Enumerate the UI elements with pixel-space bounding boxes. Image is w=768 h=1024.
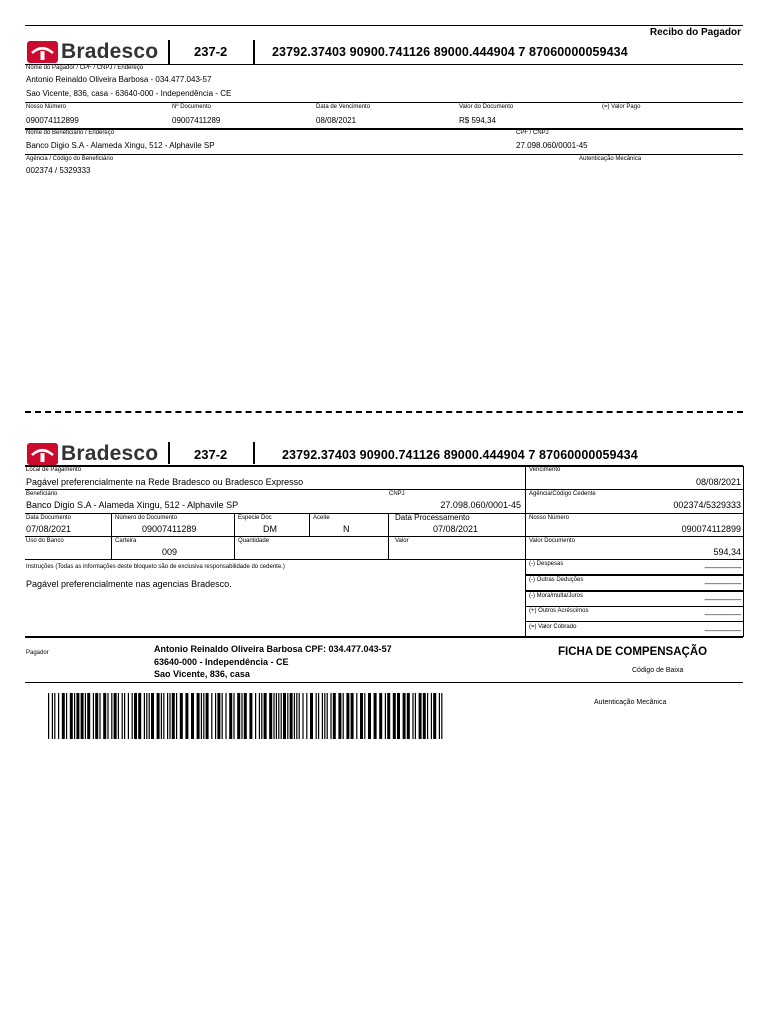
nosso-numero: 090074112899 <box>681 524 741 534</box>
vencimento: 08/08/2021 <box>316 116 357 125</box>
barcode-bar <box>330 693 331 739</box>
barcode-bar <box>427 693 428 739</box>
nosso-numero-label: Nosso Número <box>529 515 570 521</box>
pagador-label: Pagador <box>26 650 49 656</box>
barcode-bar <box>81 693 84 739</box>
barcode-bar <box>167 693 168 739</box>
barcode-bar <box>66 693 67 739</box>
payer-label: Nome do Pagador / CPF / CNPJ / Endereço <box>26 65 144 71</box>
barcode-bar <box>197 693 200 739</box>
bank-name: Bradesco <box>61 442 159 465</box>
barcode-bar <box>249 693 252 739</box>
data-doc: 07/08/2021 <box>26 524 72 534</box>
barcode-bar <box>76 693 79 739</box>
cut-line <box>25 411 743 413</box>
barcode-bar <box>318 693 319 739</box>
barcode-bar <box>403 693 406 739</box>
especie-doc-label: Especie Doc <box>238 515 272 521</box>
barcode-bar <box>163 693 164 739</box>
barcode-bar <box>346 693 349 739</box>
barcode-bar <box>412 693 413 739</box>
barcode-bar <box>157 693 160 739</box>
barcode-bar <box>387 693 390 739</box>
aceite: N <box>343 524 350 534</box>
barcode-bar <box>52 693 53 739</box>
valor: R$ 594,34 <box>459 116 496 125</box>
barcode-bar <box>149 693 150 739</box>
data-proc: 07/08/2021 <box>433 524 479 534</box>
valor-pago-label: (=) Valor Pago <box>602 104 641 110</box>
quantidade-label: Quantidade <box>238 538 270 544</box>
barcode-bar <box>273 693 274 739</box>
barcode-bar <box>132 693 133 739</box>
num-doc: 09007411289 <box>142 524 197 534</box>
cnpj: 27.098.060/0001-45 <box>516 141 588 150</box>
barcode-bar <box>385 693 386 739</box>
payer-line2: Sao Vicente, 836, casa - 63640-000 - Independência - CE <box>26 89 232 98</box>
barcode-bar <box>114 693 117 739</box>
barcode-bar <box>225 693 226 739</box>
barcode-bar <box>215 693 216 739</box>
agencia-label: Agência/Código Cedente <box>529 491 596 497</box>
barcode-bar <box>322 693 323 739</box>
bradesco-tree-icon <box>27 41 58 63</box>
barcode-bar <box>211 693 212 739</box>
barcode-bar <box>138 693 141 739</box>
vencimento-label: Vencimento <box>529 467 561 473</box>
barcode-bar <box>87 693 90 739</box>
barcode-bar <box>237 693 240 739</box>
barcode-bar <box>203 693 204 739</box>
bank-code: 237-2 <box>194 44 228 59</box>
data-doc-label: Data Documento <box>26 515 72 521</box>
instrucoes: Pagável preferencialmente nas agencias Bradesco. <box>26 579 232 589</box>
bradesco-logo <box>27 40 158 64</box>
codigo-baixa-label: Código de Baixa <box>632 667 684 674</box>
outros-acrescimos-value: -------------------- <box>704 612 741 619</box>
barcode-bar <box>241 693 242 739</box>
barcode-bar <box>281 693 282 739</box>
outras-deducoes-label: (-) Outras Deduções <box>529 577 584 583</box>
barcode-bar <box>111 693 112 739</box>
barcode-bar <box>99 693 100 739</box>
barcode-bar <box>356 693 357 739</box>
barcode-bar <box>146 693 147 739</box>
barcode-bar <box>287 693 288 739</box>
barcode-bar <box>441 693 442 739</box>
barcode-bar <box>217 693 220 739</box>
mora-label: (-) Mora/multa/Juros <box>529 593 584 599</box>
outros-acrescimos-label: (+) Outros Acréscimos <box>529 608 589 614</box>
barcode-bar <box>124 693 125 739</box>
barcode-bar <box>393 693 396 739</box>
nosso-numero-label: Nosso Número <box>26 104 67 110</box>
barcode-bar <box>327 693 328 739</box>
barcode-bar <box>423 693 426 739</box>
receipt-title: Recibo do Pagador <box>649 27 741 38</box>
barcode-bar <box>264 693 267 739</box>
valor-cobrado-label: (=) Valor Cobrado <box>529 624 577 630</box>
valor-doc: 594,34 <box>713 547 741 557</box>
barcode-bar <box>201 693 202 739</box>
barcode-bar <box>290 693 293 739</box>
beneficiario-label: Nome do Beneficiário / Endereço <box>26 130 115 136</box>
barcode-bar <box>379 693 382 739</box>
barcode-bar <box>419 693 422 739</box>
beneficiario: Banco Digio S.A - Alameda Xingu, 512 - Alphavile SP <box>26 500 239 510</box>
carteira-label: Carteira <box>115 538 137 544</box>
barcode-bar <box>118 693 119 739</box>
barcode-bar <box>93 693 94 739</box>
pagador-line1: Antonio Reinaldo Oliveira Barbosa CPF: 034.477.043-57 <box>154 644 392 654</box>
barcode-bar <box>310 693 313 739</box>
barcode-bar <box>360 693 363 739</box>
barcode-bar <box>278 693 279 739</box>
barcode <box>48 693 448 744</box>
despesas-label: (-) Despesas <box>529 561 564 567</box>
barcode-bar <box>261 693 262 739</box>
barcode-bar <box>351 693 354 739</box>
aceite-label: Aceite <box>313 515 330 521</box>
instrucoes-label: Instruções (Todas as informações deste bloqueto são de exclusiva responsabilidade do cedente.) <box>26 564 285 570</box>
barcode-bar <box>222 693 223 739</box>
barcode-bar <box>122 693 123 739</box>
barcode-bar <box>85 693 86 739</box>
barcode-bar <box>276 693 277 739</box>
especie-doc: DM <box>263 524 277 534</box>
barcode-bar <box>269 693 272 739</box>
cpf-cnpj-label: CPF / CNPJ <box>516 130 549 136</box>
barcode-bar <box>343 693 344 739</box>
barcode-bar <box>368 693 371 739</box>
barcode-bar <box>180 693 183 739</box>
data-proc-label: Data Processamento <box>395 513 470 522</box>
ficha-title: FICHA DE COMPENSAÇÃO <box>558 646 708 658</box>
barcode-bar <box>233 693 234 739</box>
barcode-bar <box>299 693 300 739</box>
beneficiario-label: Beneficiário <box>26 491 58 497</box>
barcode-bar <box>374 693 377 739</box>
mora-value: -------------------- <box>704 597 741 604</box>
barcode-bar <box>324 693 325 739</box>
barcode-bar <box>259 693 260 739</box>
barcode-bar <box>176 693 177 739</box>
pagador-line2: 63640-000 - Independência - CE <box>154 657 289 667</box>
barcode-bar <box>255 693 256 739</box>
bank-name: Bradesco <box>61 40 159 63</box>
barcode-bar <box>338 693 341 739</box>
barcode-bar <box>407 693 410 739</box>
barcode-icon <box>48 693 448 739</box>
barcode-bar <box>244 693 247 739</box>
barcode-bar <box>283 693 286 739</box>
valor-label: Valor do Documento <box>459 104 514 110</box>
barcode-bar <box>185 693 188 739</box>
barcode-bar <box>70 693 73 739</box>
vencimento: 08/08/2021 <box>695 477 741 487</box>
bradesco-logo-ficha <box>27 442 158 466</box>
carteira: 009 <box>162 547 178 557</box>
barcode-bar <box>48 693 49 739</box>
barcode-bar <box>161 693 162 739</box>
vencimento-label: Data de Vencimento <box>316 104 371 110</box>
barcode-bar <box>439 693 440 739</box>
barcode-bar <box>172 693 175 739</box>
barcode-bar <box>415 693 416 739</box>
barcode-bar <box>169 693 170 739</box>
local-label: Local de Pagamento <box>26 467 82 473</box>
barcode-bar <box>95 693 98 739</box>
barcode-bar <box>316 693 317 739</box>
barcode-bar <box>191 693 194 739</box>
valor-doc-label: Valor Documento <box>529 538 575 544</box>
cnpj-label: CNPJ <box>389 491 405 497</box>
barcode-bar <box>431 693 432 739</box>
valor-label: Valor <box>395 538 409 544</box>
barcode-bar <box>58 693 59 739</box>
digitable-line: 23792.37403 90900.741126 89000.444904 7 87060000059434 <box>272 45 628 59</box>
barcode-bar <box>302 693 303 739</box>
pagador-line3: Sao Vicente, 836, casa <box>154 669 250 679</box>
barcode-bar <box>103 693 106 739</box>
barcode-bar <box>62 693 65 739</box>
nosso-numero: 090074112899 <box>26 116 79 125</box>
barcode-bar <box>134 693 137 739</box>
payer-line1: Antonio Reinaldo Oliveira Barbosa - 034.477.043-57 <box>26 75 212 84</box>
barcode-bar <box>107 693 108 739</box>
barcode-bar <box>364 693 365 739</box>
outras-deducoes-value: -------------------- <box>704 581 741 588</box>
barcode-bar <box>294 693 295 739</box>
agencia-label: Agência / Código do Beneficiário <box>26 156 114 162</box>
barcode-bar <box>333 693 336 739</box>
valor-cobrado-value: -------------------- <box>704 628 741 635</box>
num-documento: 09007411289 <box>172 116 221 125</box>
cnpj: 27.098.060/0001-45 <box>440 500 521 510</box>
barcode-bar <box>74 693 75 739</box>
beneficiario: Banco Digio S.A - Alameda Xingu, 512 - Alphavile SP <box>26 141 215 150</box>
bradesco-tree-icon <box>27 443 58 465</box>
agencia: 002374/5329333 <box>673 500 741 510</box>
num-documento-label: Nº Documento <box>172 104 211 110</box>
barcode-bar <box>151 693 154 739</box>
barcode-bar <box>306 693 307 739</box>
digitable-line: 23792.37403 90900.741126 89000.444904 7 87060000059434 <box>282 448 638 462</box>
autenticacao-label: Autenticação Mecânica <box>594 699 667 706</box>
local-pagamento: Pagável preferencialmente na Rede Bradesco ou Bradesco Expresso <box>26 477 304 487</box>
barcode-bar <box>296 693 297 739</box>
num-doc-label: Número do Documento <box>115 515 178 521</box>
barcode-bar <box>128 693 129 739</box>
barcode-bar <box>433 693 436 739</box>
uso-banco-label: Uso do Banco <box>26 538 64 544</box>
autenticacao-label: Autenticação Mecânica <box>579 156 642 162</box>
despesas-value: -------------------- <box>704 565 741 572</box>
barcode-bar <box>206 693 209 739</box>
barcode-bar <box>144 693 145 739</box>
barcode-bar <box>229 693 232 739</box>
barcode-bar <box>397 693 400 739</box>
bank-code: 237-2 <box>194 447 228 462</box>
barcode-bar <box>54 693 55 739</box>
agencia: 002374 / 5329333 <box>26 166 91 175</box>
